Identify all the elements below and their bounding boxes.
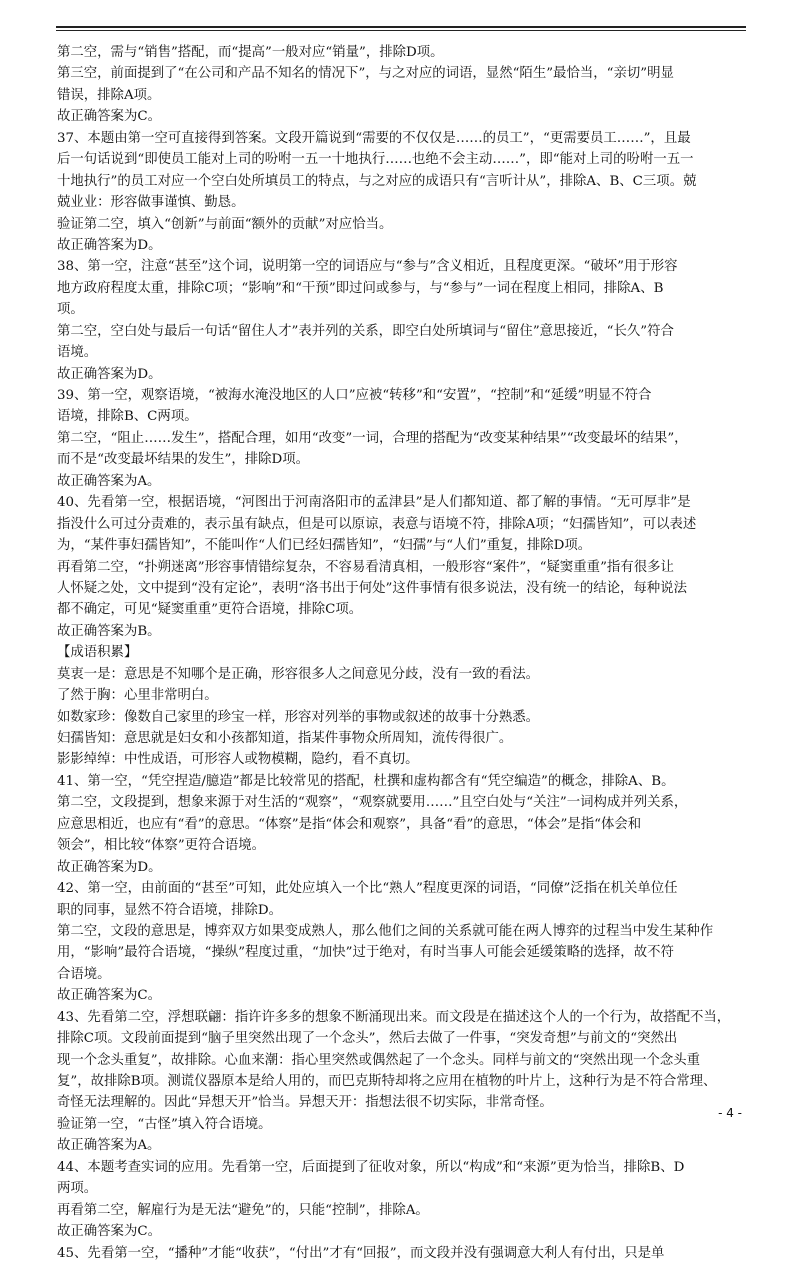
text-line: 41、第一空，“凭空捏造/臆造”都是比较常见的搭配，杜撰和虚构都含有“凭空编造”的概念，排除A、B。 (57, 773, 675, 789)
text-line: 应意思相近，也应有“看”的意思。“体察”是指“体会和观察”，具备“看”的意思，“体会”是指“体会和 (57, 816, 642, 832)
text-line: 【成语积累】 (57, 645, 138, 661)
text-line: 第二空，需与“销售”搭配，而“提高”一般对应“销量”，排除D项。 (57, 45, 444, 60)
text-line: 为，“某件事妇孺皆知”，不能叫作“人们已经妇孺皆知”，“妇孺”与“人们”重复，排除D项。 (57, 538, 592, 554)
text-line: 第三空，前面提到了“在公司和产品不知名的情况下”，与之对应的词语，显然“陌生”最恰当，“亲切”明显 (57, 66, 674, 82)
text-line: 第二空，“阻止……发生”，搭配合理，如用“改变”一词，合理的搭配为“改变某种结果”“改变最坏的结果”， (57, 430, 688, 446)
text-line: 两项。 (57, 1181, 98, 1197)
text-line: 故正确答案为A。 (57, 473, 161, 489)
text-line: 第二空，文段的意思是，博弈双方如果变成熟人，那么他们之间的关系就可能在两人博弈的过程当中发生某种作 (57, 923, 714, 939)
text-line: 故正确答案为C。 (57, 109, 161, 125)
text-line: 42、第一空，由前面的“甚至”可知，此处应填入一个比“熟人”程度更深的词语，“同僚”泛指在机关单位任 (57, 881, 678, 897)
text-line: 验证第一空，“古怪”填入符合语境。 (57, 1116, 272, 1132)
text-line: 再看第二空，解雇行为是无法“避免”的，只能“控制”，排除A。 (57, 1202, 429, 1218)
text-line: 40、先看第一空，根据语境，“河图出于河南洛阳市的孟津县”是人们都知道、都了解的事情。“无可厚非”是 (57, 495, 691, 511)
text-line: 用，“影响”最符合语境，“操纵”程度过重，“加快”过于绝对，有时当事人可能会延缓策略的选择，故不符 (57, 945, 674, 961)
text-line: 莫衷一是：意思是不知哪个是正确，形容很多人之间意见分歧，没有一致的看法。 (57, 666, 540, 682)
text-line: 44、本题考查实词的应用。先看第一空，后面提到了征收对象，所以“构成”和“来源”更为恰当，排除B、D (57, 1159, 685, 1175)
text-line: 故正确答案为B。 (57, 623, 161, 639)
header-rule (56, 26, 746, 28)
text-line: 影影绰绰：中性成语，可形容人或物模糊，隐约，看不真切。 (57, 752, 419, 768)
text-line: 验证第二空，填入“创新”与前面“额外的贡献”对应恰当。 (57, 216, 393, 232)
text-line: 了然于胸：心里非常明白。 (57, 688, 218, 704)
text-line: 都不确定，可见“疑窦重重”更符合语境，排除C项。 (57, 602, 363, 618)
text-line: 兢业业：形容做事谨慎、勤恳。 (57, 195, 245, 211)
text-line: 第二空，空白处与最后一句话“留住人才”表并列的关系，即空白处所填词与“留住”意思接近，“长久”符合 (57, 323, 674, 339)
text-line: 故正确答案为C。 (57, 1224, 161, 1240)
text-line: 现一个念头重复”，故排除。心血来潮：指心里突然或偶然起了一个念头。同样与前文的“突然出现一个念头重 (57, 1052, 701, 1068)
text-line: 38、第一空，注意“甚至”这个词，说明第一空的词语应与“参与”含义相近，且程度更深。“破坏”用于形容 (57, 259, 678, 275)
text-line: 指没什么可过分责难的，表示虽有缺点，但是可以原谅，表意与语境不符，排除A项；“妇孺皆知”，可以表述 (57, 516, 697, 532)
text-line: 故正确答案为A。 (57, 1138, 161, 1154)
text-line: 而不是“改变最坏结果的发生”，排除D项。 (57, 452, 310, 468)
text-line: 如数家珍：像数自己家里的珍宝一样，形容对列举的事物或叙述的故事十分熟悉。 (57, 709, 540, 725)
text-line: 错误，排除A项。 (57, 87, 161, 103)
text-line: 妇孺皆知：意思就是妇女和小孩都知道，指某件事物众所周知，流传得很广。 (57, 731, 513, 746)
text-line: 43、先看第二空，浮想联翩：指许许多多的想象不断涌现出来。而文段是在描述这个人的一个行为，故搭配不当， (57, 1009, 731, 1025)
text-line: 第二空，文段提到，想象来源于对生活的“观察”，“观察就要用……”且空白处与“关注”一词构成并列关系， (57, 795, 688, 811)
page-number: - 4 - (718, 1106, 742, 1120)
text-line: 39、第一空，观察语境，“被海水淹没地区的人口”应被“转移”和“安置”，“控制”和“延缓”明显不符合 (57, 388, 652, 403)
text-line: 领会”，相比较“体察”更符合语境。 (57, 838, 266, 854)
text-line: 职的同事，显然不符合语境，排除D。 (57, 902, 282, 918)
text-line: 人怀疑之处，文中提到“没有定论”，表明“洛书出于何处”这件事情有很多说法，没有统一的结论，每种说法 (57, 580, 687, 596)
text-line: 合语境。 (57, 966, 111, 982)
text-line: 排除C项。文段前面提到“脑子里突然出现了一个念头”，然后去做了一件事，“突发奇想”与前文的“突然出 (57, 1031, 678, 1047)
text-line: 十地执行”的员工对应一个空白处所填员工的特点，与之对应的成语只有“言听计从”，排除A、B、C三项。兢 (57, 173, 697, 189)
text-line: 语境，排除B、C两项。 (57, 409, 198, 425)
text-line: 语境。 (57, 345, 98, 361)
text-line: 复”，故排除B项。测谎仪器原本是给人用的，而巴克斯特却将之应用在植物的叶片上，这种行为是不符合常理、 (57, 1074, 717, 1089)
text-line: 故正确答案为C。 (57, 988, 161, 1004)
text-line: 故正确答案为D。 (57, 366, 162, 382)
text-line: 奇怪无法理解的。因此“异想天开”恰当。异想天开：指想法很不切实际，非常奇怪。 (57, 1095, 553, 1111)
text-line: 37、本题由第一空可直接得到答案。文段开篇说到“需要的不仅仅是……的员工”，“更需要员工……”，且最 (57, 130, 691, 146)
text-line: 故正确答案为D。 (57, 237, 162, 253)
text-line: 后一句话说到“即使员工能对上司的吩咐一五一十地执行……也绝不会主动……”，即“能对上司的吩咐一五一 (57, 152, 694, 168)
text-line: 地方政府程度太重，排除C项；“影响”和“干预”即过问或参与，与“参与”一词在程度上相同，排除A、B (57, 280, 664, 296)
text-line: 再看第二空，“扑朔迷离”形容事情错综复杂，不容易看清真相，一般形容“案件”，“疑窦重重”指有很多让 (57, 559, 674, 575)
header-rule-thin (56, 30, 746, 31)
document-body (57, 42, 747, 1264)
text-line: 45、先看第一空，“播种”才能“收获”，“付出”才有“回报”，而文段并没有强调意大利人有付出，只是单 (57, 1245, 665, 1261)
text-line: 故正确答案为D。 (57, 859, 162, 875)
text-line: 项。 (57, 302, 84, 318)
